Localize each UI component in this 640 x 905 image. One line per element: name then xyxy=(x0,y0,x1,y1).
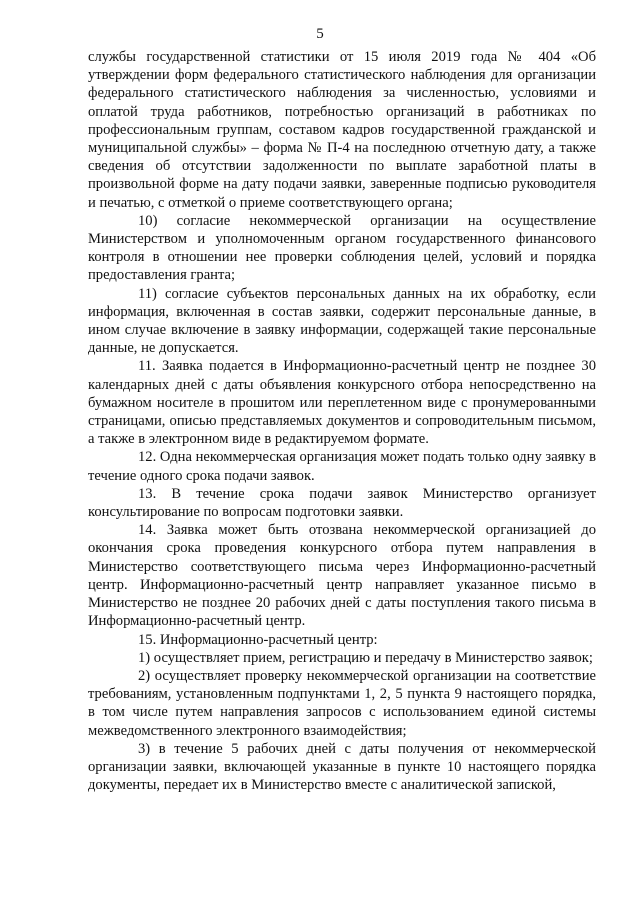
paragraph-clause-15: 15. Информационно-расчетный центр: xyxy=(138,631,378,648)
paragraph-clause-12: 12. Одна некоммерческая организация может подать только одну заявку в течение одного срока подачи заявок. xyxy=(88,449,596,484)
paragraph-clause-11: 11. Заявка подается в Информационно-расчетный центр не позднее 30 календарных дней с даты объявления конкурсного отбора непосредственно на бумажном носителе в прошитом или переплетенном виде с пронумерованными страницами, описью представляемых документов и сопроводительным письмом, а также в электронном виде в редактируемом формате. xyxy=(88,358,596,448)
paragraph-continuation: службы государственной статистики от 15 июля 2019 года № 404 «Об утверждении форм федерального статистического наблюдения для организации федерального статистического наблюдения за численностью, условиями и оплатой труда работников, потребностью организаций в работниках по профессиональным группам, составом кадров государственной гражданской и муниципальной службы» – форма № П-4 на последнюю отчетную дату, а также сведения об отсутствии задолженности по выплате заработной платы в произвольной форме на дату подачи заявки, заверенные подписью руководителя и печатью, с отметкой о приеме соответствующего органа; xyxy=(88,49,596,211)
paragraph-clause-14: 14. Заявка может быть отозвана некоммерческой организацией до окончания срока проведения конкурсного отбора путем направления в Министерство соответствующего письма через Информационно-расчетный центр. Информационно-расчетный центр направляет указанное письмо в Министерство не позднее 20 рабочих дней с даты поступления такого письма в Информационно-расчетный центр. xyxy=(88,522,596,630)
paragraph-subitem-3: 3) в течение 5 рабочих дней с даты получения от некоммерческой организации заявки, включающей указанные в пункте 10 настоящего порядка документы, передает их в Министерство вместе с аналитической запиской, xyxy=(88,740,596,794)
paragraph-clause-13: 13. В течение срока подачи заявок Министерство организует консультирование по вопросам подготовки заявки. xyxy=(88,485,596,521)
paragraph-subitem-1: 1) осуществляет прием, регистрацию и передачу в Министерство заявок; xyxy=(138,649,593,666)
paragraph-item-11: 11) согласие субъектов персональных данных на их обработку, если информация, включенная в состав заявки, содержит персональные данные, в ином случае включение в заявку информации, содержащей такие персональные данные, не допускается. xyxy=(88,285,596,357)
page-number: 5 xyxy=(316,26,324,42)
paragraph-subitem-2: 2) осуществляет проверку некоммерческой организации на соответствие требованиям, установленным подпунктами 1, 2, 5 пункта 9 настоящего порядка, в том числе путем направления запросов с использованием единой системы межведомственного электронного взаимодействия; xyxy=(88,667,596,739)
document-body xyxy=(88,48,596,794)
paragraph-item-10: 10) согласие некоммерческой организации на осуществление Министерством и уполномоченным органом государственного финансового контроля в отношении нее проверки соблюдения целей, условий и порядка предоставления гранта; xyxy=(88,212,596,284)
